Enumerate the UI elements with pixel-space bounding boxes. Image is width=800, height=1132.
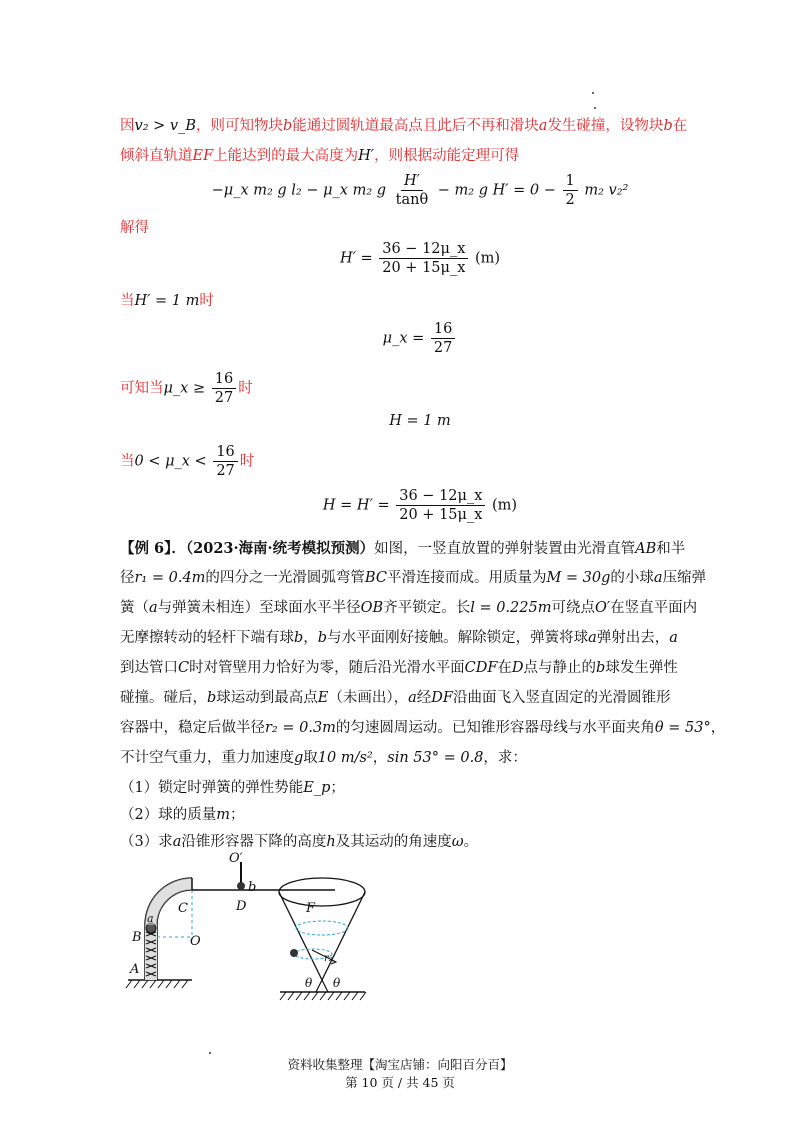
ground-left xyxy=(126,980,192,988)
fraction: $\frac{1}{2}$ xyxy=(563,172,578,209)
condition-line-1: 当H′ = 1 m时 xyxy=(120,293,214,309)
fraction: $\frac{16}{27}$ xyxy=(213,443,237,480)
label-A: A xyxy=(130,962,140,977)
example-line-1: 【例 6】．（2023·海南·统考模拟预测）如图，一竖直放置的弹射装置由光滑直管AB和半 xyxy=(120,540,686,557)
example-line-8: 不计空气重力，重力加速度g取10 m/s²，sin 53° = 0.8，求： xyxy=(120,750,527,766)
label-theta-right: θ xyxy=(333,976,341,990)
question-2: （2）球的质量m； xyxy=(120,807,245,823)
fraction: $\frac{H'}{\tan\theta}$ xyxy=(395,173,429,208)
fraction: $\frac{16}{27}$ xyxy=(431,320,455,357)
question-3: （3）求a沿锥形容器下降的高度h及其运动的角速度ω。 xyxy=(120,834,479,850)
fraction: $\frac{36 - 12\mu\_x}{20 + 15\mu\_x}$ xyxy=(396,487,485,524)
label-a: a xyxy=(147,912,154,925)
fraction: $\frac{16}{27}$ xyxy=(212,370,236,407)
label-B: B xyxy=(132,930,142,945)
example-tag: 【例 6】．（2023·海南·统考模拟预测） xyxy=(120,540,375,557)
label-o-prime: O′ xyxy=(229,851,243,866)
formula-v2-gt-vb: v₂ > v_B xyxy=(134,118,196,134)
example-line-3: 簧（a与弹簧未相连）至球面水平半径OB齐平锁定。长l = 0.225m可绕点O′在竖直平面内 xyxy=(120,600,698,616)
label-d: D xyxy=(236,899,247,914)
example-line-7: 容器中，稳定后做半径r₂ = 0.3m的匀速圆周运动。已知锥形容器母线与水平面夹角θ = 53°， xyxy=(120,720,726,736)
equation-h-prime: H′ = $\frac{36 - 12\mu\_x}{20 + 15\mu\_x}$ (m) xyxy=(339,241,501,276)
equation-mu: μ_x = $\frac{16}{27}$ xyxy=(120,320,720,357)
footer-page-number: 第 10 页 / 共 45 页 xyxy=(345,1075,455,1090)
equation-h-equals-h-prime: H = H′ = $\frac{36 - 12\mu\_x}{20 + 15\mu\_x}$ (m) xyxy=(322,488,518,523)
label-c: C xyxy=(178,901,188,916)
question-1: （1）锁定时弹簧的弹性势能E_p； xyxy=(120,780,345,796)
equation-h-1m: H = 1 m xyxy=(389,413,451,429)
label-theta-left: θ xyxy=(305,976,313,990)
condition-line-3: 当0 < μ_x < $\frac{16}{27}$ 时 xyxy=(120,444,255,479)
label-b: b xyxy=(248,880,257,895)
label-r2: r₂ xyxy=(324,953,333,964)
solution-line-1: 因v₂ > v_B，则可知物块b能通过圆轨道最高点且此后不再和滑块a发生碰撞，设物块b在 xyxy=(120,118,688,134)
example-line-5: 到达管口C时对管壁用力恰好为零，随后沿光滑水平面CDF在D点与静止的b球发生弹性 xyxy=(120,660,678,676)
example-line-4: 无摩擦转动的轻杆下端有球b，b与水平面刚好接触。解除锁定，弹簧将球a弹射出去，a xyxy=(120,630,678,646)
cone-container xyxy=(279,878,365,992)
label-O: O xyxy=(190,934,201,949)
example-line-2: 径r₁ = 0.4m的四分之一光滑圆弧弯管BC平滑连接而成。用质量为M = 30g的小球a压缩弹 xyxy=(120,570,707,586)
solution-line-2: 倾斜直轨道EF上能达到的最大高度为H′，则根据动能定理可得 xyxy=(120,148,520,164)
equation-energy-theorem: −μ_x m₂ g l₂ − μ_x m₂ g $\frac{H'}{\tan\theta}$ − m₂ g H′ = 0 − $\frac{1}{2}$ m₂ v₂² xyxy=(211,173,629,208)
example-line-6: 碰撞。碰后，b球运动到最高点E（未画出），a经DF沿曲面飞入竖直固定的光滑圆锥形 xyxy=(120,690,671,706)
footer-source: 资料收集整理【淘宝店铺：向阳百分百】 xyxy=(287,1057,513,1072)
solve-label: 解得 xyxy=(120,220,149,236)
ball-b xyxy=(237,882,245,890)
fraction: $\frac{36 - 12\mu\_x}{20 + 15\mu\_x}$ xyxy=(379,240,468,277)
formula-h-prime: H′ xyxy=(358,148,375,164)
label-f: F xyxy=(306,901,316,916)
condition-line-2: 可知当μ_x ≥ $\frac{16}{27}$ 时 xyxy=(120,371,253,406)
ground-right xyxy=(280,992,366,1000)
